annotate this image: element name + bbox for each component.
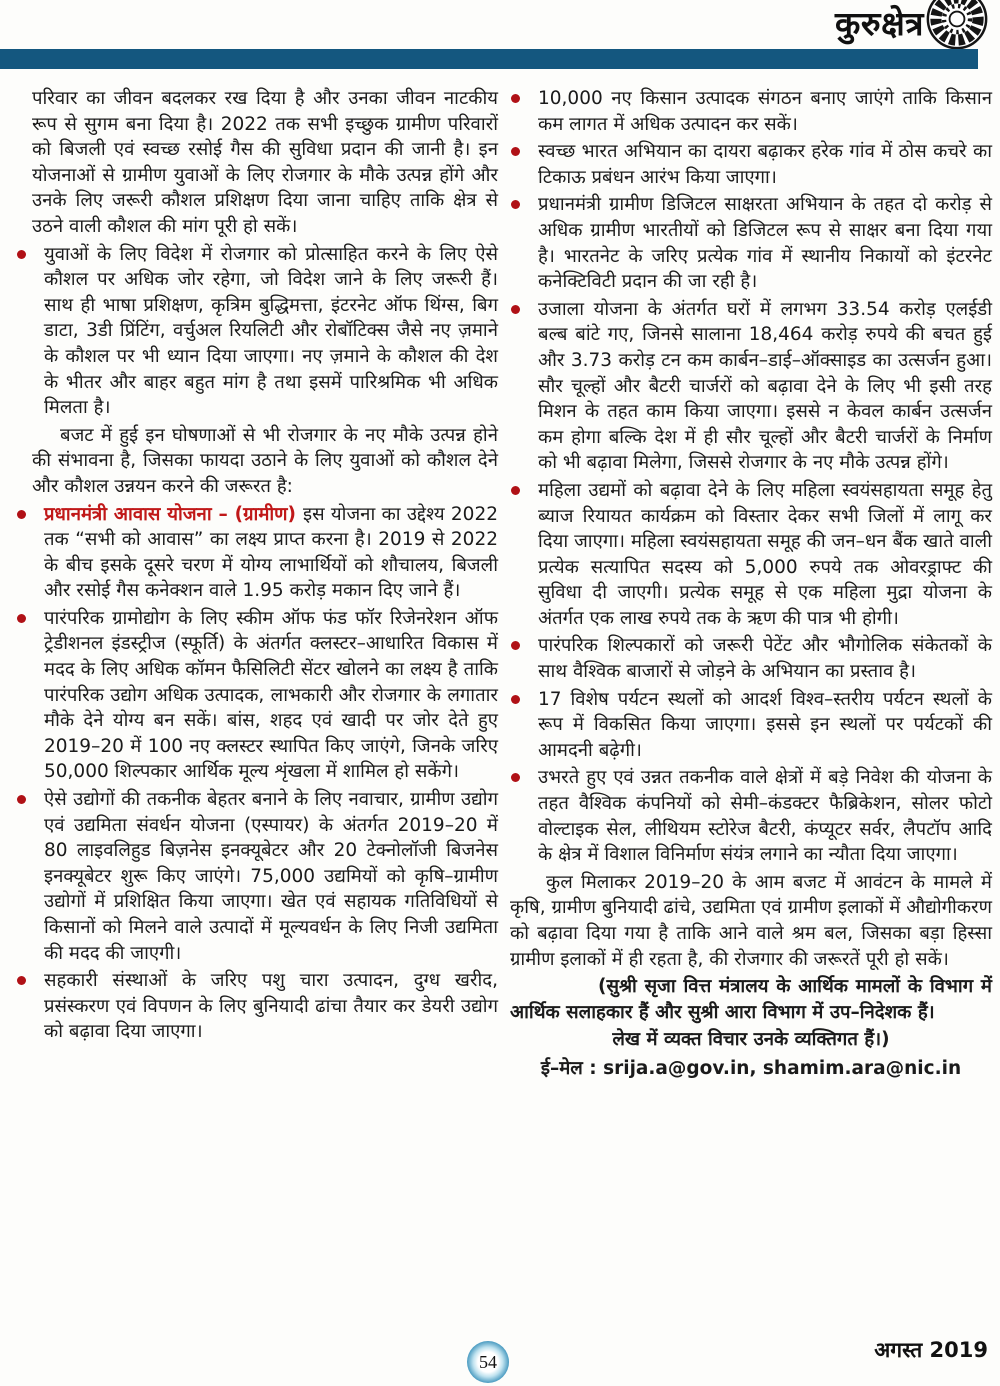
bullet-item	[16, 787, 498, 966]
bullet-dot-icon	[511, 695, 520, 704]
bullet-dot-icon	[511, 305, 520, 314]
bullet-item	[510, 478, 992, 632]
bullet-text: पारंपरिक ग्रामोद्योग के लिए स्कीम ऑफ फंड फॉर रिजेनरेशन ऑफ ट्रेडीशनल इंडस्ट्रीज (स्फूर्ति) के अंतर्गत क्लस्टर–आधारित विकास में मदद के लिए अधिक कॉमन फैसिलिटी सेंटर खोलने का लक्ष्य है ताकि पारंपरिक उद्योग अधिक उत्पादक, लाभकारी और रोजगार के लगातार मौके देने योग्य बन सकें। बांस, शहद एवं खादी पर जोर देते हुए 2019–20 में 100 नए क्लस्टर स्थापित किए जाएंगे, जिनके जरिए 50,000 शिल्पकार आर्थिक मूल्य शृंखला में शामिल हो सकेंगे।	[44, 607, 498, 783]
bullet-dot-icon	[17, 510, 26, 519]
bullet-item	[16, 968, 498, 1045]
bullet-item	[510, 86, 992, 137]
bullet-text: 10,000 नए किसान उत्पादक संगठन बनाए जाएंगे ताकि किसान कम लागत में अधिक उत्पादन कर सकें।	[538, 88, 992, 135]
header-divider-bar	[0, 49, 978, 69]
left-column	[16, 86, 498, 1084]
right-column	[510, 86, 992, 1084]
bullet-text: 17 विशेष पर्यटन स्थलों को आदर्श विश्व–स्तरीय पर्यटन स्थलों के रूप में विकसित किया जाएगा। इससे इन स्थलों पर पर्यटकों की आमदनी बढ़ेगी।	[538, 688, 992, 761]
bullet-text: पारंपरिक शिल्पकारों को जरूरी पेटेंट और भौगोलिक संकेतकों के साथ वैश्विक बाजारों से जोड़ने के अभियान का प्रस्ताव है।	[538, 635, 992, 683]
bullet-dot-icon	[511, 641, 520, 650]
bullet-item-scheme-heading	[16, 502, 498, 604]
bullet-dot-icon	[511, 200, 520, 209]
bullet-item	[510, 687, 992, 764]
bullet-dot-icon	[511, 147, 520, 156]
bullet-text: प्रधानमंत्री ग्रामीण डिजिटल साक्षरता अभियान के तहत दो करोड़ से अधिक ग्रामीण भारतीयों को डिजिटल रूप से साक्षर बना दिया गया है। भारतनेट के जरिए प्रत्येक गांव में स्थानीय निकायों को इंटरनेट कनेक्टिविटी प्रदान की जा रही है।	[538, 194, 992, 293]
page-number: 54	[479, 1351, 497, 1372]
bullet-text: प्रधानमंत्री आवास योजना – (ग्रामीण) इस योजना का उद्देश्य 2022 तक “सभी को आवास” का लक्ष्य प्राप्त करना है। 2019 से 2022 के बीच इसके दूसरे चरण में योग्य लाभार्थियों को शौचालय, बिजली और रसोई गैस कनेक्शन वाले 1.95 करोड़ मकान दिए जाने हैं।	[44, 503, 498, 602]
author-note: (सुश्री सृजा वित्त मंत्रालय के आर्थिक मामलों के विभाग में आर्थिक सलाहकार हैं और सुश्री आरा विभाग में उप–निदेशक हैं।	[510, 976, 992, 1023]
bullet-item	[16, 242, 498, 421]
bullet-dot-icon	[511, 94, 520, 103]
article-body	[16, 86, 992, 1084]
bullet-text: उजाला योजना के अंतर्गत घरों में लगभग 33.54 करोड़ एलईडी बल्ब बांटे गए, जिनसे सालाना 18,464 करोड़ रुपये की बचत हुई और 3.73 करोड़ टन कम कार्बन–डाई–ऑक्साइड का उत्सर्जन हुआ। सौर चूल्हों और बैटरी चार्जरों को बढ़ावा देने के लिए भी इसी तरह मिशन के तहत काम किया जाएगा। इससे न केवल कार्बन उत्सर्जन कम होगा बल्कि देश में ही सौर चूल्हों और बैटरी चार्जरों के निर्माण को भी बढ़ावा मिलेगा, जिससे रोजगार के नए मौके उत्पन्न होंगे।	[538, 298, 992, 474]
bullet-item	[510, 139, 992, 190]
issue-date: अगस्त 2019	[874, 1338, 988, 1362]
paragraph: परिवार का जीवन बदलकर रख दिया है और उनका जीवन नाटकीय रूप से सुगम बना दिया है। 2022 तक सभी इच्छुक ग्रामीण परिवारों को बिजली एवं स्वच्छ रसोई गैस की सुविधा प्रदान की जानी है। इन योजनाओं से ग्रामीण युवाओं के लिए रोजगार के मौके उत्पन्न होंगे और उनके लिए जरूरी कौशल प्रशिक्षण दिया जाना चाहिए ताकि क्षेत्र से उठने वाली कौशल की मांग पूरी हो सकें।	[32, 88, 498, 237]
bullet-text: सहकारी संस्थाओं के जरिए पशु चारा उत्पादन, दुग्ध खरीद, प्रसंस्करण एवं विपणन के लिए बुनियादी ढांचा तैयार कर डेयरी उद्योग को बढ़ावा दिया जाएगा।	[44, 970, 498, 1043]
page-number-badge	[467, 1341, 509, 1383]
bullet-dot-icon	[511, 486, 520, 495]
bullet-dot-icon	[17, 976, 26, 985]
bullet-text: ऐसे उद्योगों की तकनीक बेहतर बनाने के लिए नवाचार, ग्रामीण उद्योग एवं उद्यमिता संवर्धन योजना (एस्पायर) के अंतर्गत 2019–20 में 80 लाइवलिहुड बिज़नेस इनक्यूबेटर और 20 टेक्नोलॉजी बिजनेस इनक्यूबेटर शुरू किए जाएंगे। 75,000 उद्यमियों को कृषि–ग्रामीण उद्योगों में प्रशिक्षित किया जाएगा। खेत एवं सहायक गतिविधियों से किसानों को मिलने वाले उत्पादों में मूल्यवर्धन के लिए निजी उद्यमिता की मदद की जाएगी।	[44, 789, 498, 964]
bullet-text: उभरते हुए एवं उन्नत तकनीक वाले क्षेत्रों में बड़े निवेश की योजना के तहत वैश्विक कंपनियों को सेमी–कंडक्टर फैब्रिकेशन, सोलर फोटो वोल्टाइक सेल, लीथियम स्टोरेज बैटरी, कंप्यूटर सर्वर, लैपटॉप आदि के क्षेत्र में विशाल विनिर्माण संयंत्र लगाने का न्यौता दिया जाएगा।	[538, 767, 992, 866]
magazine-emblem-icon	[926, 0, 988, 50]
bullet-item	[16, 606, 498, 785]
scheme-name-highlight: प्रधानमंत्री आवास योजना – (ग्रामीण)	[44, 503, 297, 525]
bullet-item	[510, 633, 992, 684]
bullet-dot-icon	[17, 795, 26, 804]
closing-paragraph: कुल मिलाकर 2019–20 के आम बजट में आवंटन के मामले में कृषि, ग्रामीण बुनियादी ढांचे, उद्यमिता एवं ग्रामीण इलाकों में औद्योगीकरण को बढ़ावा दिया गया है ताकि आने वाले श्रम बल, जिसका बड़ा हिस्सा ग्रामीण इलाकों में ही रहता है, की रोजगार की जरूरतें पूरी हो सकें।	[510, 871, 992, 970]
author-note-continued: लेख में व्यक्त विचार उनके व्यक्तिगत हैं।)	[612, 1029, 890, 1051]
bullet-text: स्वच्छ भारत अभियान का दायरा बढ़ाकर हरेक गांव में ठोस कचरे का टिकाऊ प्रबंधन आरंभ किया जाएगा।	[538, 141, 992, 188]
bullet-item	[510, 297, 992, 476]
bullet-text: युवाओं के लिए विदेश में रोजगार को प्रोत्साहित करने के लिए ऐसे कौशल पर अधिक जोर रहेगा, जो विदेश जाने के लिए जरूरी हैं। साथ ही भाषा प्रशिक्षण, कृत्रिम बुद्धिमत्ता, इंटरनेट ऑफ थिंग्स, बिग डाटा, 3डी प्रिंटिंग, वर्चुअल रियलिटी और रोबॉटिक्स जैसे नए ज़माने के कौशल पर भी ध्यान दिया जाएगा। नए ज़माने के कौशल की देश के भीतर और बाहर बहुत मांग है तथा इसमें पारिश्रमिक भी अधिक मिलता है।	[44, 243, 498, 419]
bullet-item	[510, 765, 992, 867]
paragraph: बजट में हुई इन घोषणाओं से भी रोजगार के नए मौके उत्पन्न होने की संभावना है, जिसका फायदा उठाने के लिए युवाओं को कौशल देने और कौशल उन्नयन करने की जरूरत है:	[32, 424, 498, 497]
magazine-title: कुरुक्षेत्र	[835, 4, 924, 43]
bullet-dot-icon	[17, 250, 26, 259]
bullet-text: महिला उद्यमों को बढ़ावा देने के लिए महिला स्वयंसहायता समूह हेतु ब्याज रियायत कार्यक्रम को विस्तार देकर सभी जिलों में लागू कर दिया जाएगा। महिला स्वयंसहायता समूह की जन–धन बैंक खाते वाली प्रत्येक सत्यापित सदस्य को 5,000 रुपये तक ओवरड्राफ्ट की सुविधा दी जाएगी। प्रत्येक समूह से एक महिला मुद्रा योजना के अंतर्गत एक लाख रुपये तक के ऋण की पात्र भी होगी।	[538, 479, 992, 629]
bullet-item	[510, 192, 992, 294]
bullet-dot-icon	[511, 773, 520, 782]
author-email: ई–मेल : srija.a@gov.in, shamim.ara@nic.in	[540, 1057, 962, 1079]
bullet-dot-icon	[17, 614, 26, 623]
